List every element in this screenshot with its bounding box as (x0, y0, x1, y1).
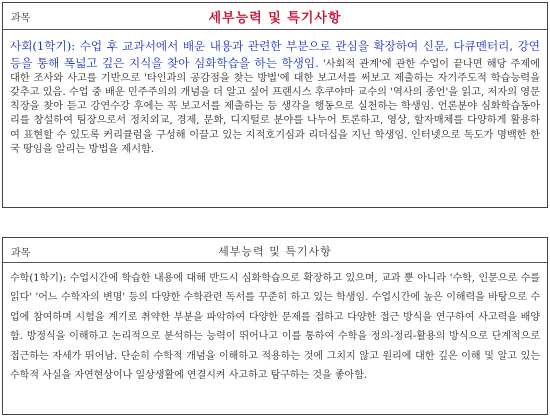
record-header (3, 238, 547, 263)
record-social-studies (2, 2, 548, 208)
record-body (3, 263, 547, 385)
subject-column-label: 과목 (11, 13, 31, 24)
body-paragraph: '사회적 관계'에 관한 수업이 끝나면 해당 주제에 대한 조사와 사고를 기반으로 '타인과의 공감점을 찾는 방법'에 대한 보고서를 써보고 제출하는 자기주도적 학습능력을 갖추고 있음. 수업 중 배운 민주주의의 개념을 더 알고 싶어 프랜시스 후쿠야마 교수의 '역사의 종언'을 읽고, 저자의 영문 칙장을 찾아 듣고 강연수강 후에는 꼭 보고서를 제출하는 등 생각을 행동으로 실천하는 학생임. 언론분야 심화학습동아리를 창설하여 팀장으로서 정치외교, 경제, 문화, 디지털로 분야를 나누어 토론하고, 영상, 할자매체를 다양하게 활용하여 표현할 수 있도록 커리큘럼을 구성해 이끌고 있는 지적호기심과 리더십을 지닌 학생임. 인터넷으로 독도가 명백한 한국 땅임을 알리는 방법을 제시함. (10, 59, 540, 155)
record-math (2, 237, 548, 415)
record-body (3, 30, 547, 157)
record-title: 세부능력 및 특기사항 (218, 245, 332, 258)
record-title: 세부능력 및 특기사항 (208, 11, 342, 26)
body-paragraph: 수학(1학기): 수업시간에 학습한 내용에 대해 반드시 심화학습으로 확장하고 있으며, 교과 뿐 아니라 '수학, 인문으로 수를 읽다' '어느 수학자의 변명' 등의 다양한 수학관련 독서를 꾸준히 하고 있는 학생임. 수업시간에 높은 이해력을 바탕으로 수업에 참여하며 시험을 계기로 취약한 부분을 파악하여 다양한 문제를 접하고 다양한 접근 방식을 연구하여 사고력을 배양함. 방정식을 이해하고 논리적으로 분석하는 능력이 뛰어나고 이를 통하여 수학을 정의-정리-활용의 방식으로 단계적으로 접근하는 자세가 뛰어남. 단순히 수학적 개념을 이해하고 적용하는 것에 그치지 않고 원리에 대한 깊은 이해 및 알고 있는 수학적 사실을 자연현상이나 일상생활에 연결시켜 사고하고 탐구하는 것을 좋아함. (10, 273, 540, 382)
record-header (3, 3, 547, 30)
subject-column-label: 과목 (11, 248, 31, 259)
highlighted-paragraph: 사회(1학기): 수업 후 교과서에서 배운 내용과 관련한 부분으로 관심을 확장하여 신문, 다큐멘터리, 강연 등을 통해 폭넓고 깊은 지식을 찾아 심화학습을 하는 학생임. (10, 39, 540, 71)
